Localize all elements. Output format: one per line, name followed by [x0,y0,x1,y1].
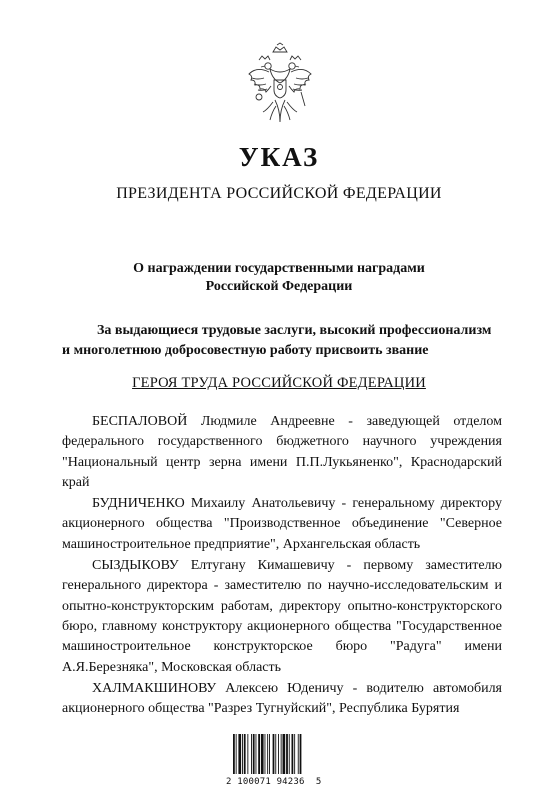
barcode-bar [283,734,286,774]
preamble-line2: и многолетнюю добросовестную работу присвоить звание [62,343,429,358]
preamble-line1: За выдающиеся трудовые заслуги, высокий профессионализм [97,323,492,338]
barcode-bar [298,734,299,774]
barcode-bar [278,734,279,774]
decree-preamble [62,321,502,361]
decree-title: УКАЗ [238,142,320,172]
barcode-bar [233,734,235,774]
barcode-bar [251,734,252,774]
barcode-bar [265,734,266,774]
barcode-bar [267,734,268,774]
award-title: ГЕРОЯ ТРУДА РОССИЙСКОЙ ФЕДЕРАЦИИ [132,375,426,391]
decree-subject-line1: О награждении государственными наградами [133,261,425,276]
awardee-name: СЫЗДЫКОВУ Елтугану Кимашевичу [92,558,335,574]
barcode-bar [238,734,241,774]
awardee-entry [62,679,502,720]
awardee-entry [62,556,502,678]
decree-subject [0,260,558,296]
awardee-entry [62,494,502,555]
decree-subject-line2: Российской Федерации [205,279,353,294]
coat-of-arms-icon [243,42,317,128]
decree-issuer: ПРЕЗИДЕНТА РОССИЙСКОЙ ФЕДЕРАЦИИ [116,185,442,202]
document-barcode [226,728,326,788]
awardee-details: - заведующей отделом федерального государственного бюджетного научного учреждения "Национальный центр зерна имени П.П.Лукьяненко", Краснодарский край [62,414,503,490]
barcode-bar [258,734,260,774]
barcode-bar [244,734,246,774]
awardee-name: БЕСПАЛОВОЙ Людмиле Андреевне [92,414,335,429]
barcode-bar [247,734,248,774]
barcode-bar [269,734,270,774]
awardee-list [62,412,502,719]
awardee-details: - водителю автомобиля акционерного общества "Разрез Тугнуйский", Республика Бурятия [62,680,502,717]
barcode-bar [273,734,275,774]
barcode-bar [256,734,257,774]
barcode-bar [289,734,290,774]
barcode-bar [275,734,276,774]
barcode-graphic [232,734,326,774]
barcode-bar [292,734,294,774]
barcode-bar [294,734,295,774]
barcode-bar [300,734,302,774]
barcode-bar [261,734,264,774]
awardee-entry [62,412,502,493]
barcode-bar [242,734,243,774]
awardee-details: - генеральному директору акционерного общества "Производственное объединение "Северное машиностроительное предприятие", Архангельская область [62,496,502,552]
awardee-name: БУДНИЧЕНКО Михаилу Анатольевичу [92,496,336,512]
awardee-name: ХАЛМАКШИНОВУ Алексею Юденичу [92,680,344,696]
barcode-bar [253,734,255,774]
barcode-bar [286,734,288,774]
barcode-bar [236,734,237,774]
barcode-number: 2 100071 94236 5 [226,777,322,787]
barcode-bar [281,734,282,774]
awardee-details: - первому заместителю генерального директора - заместителю по научно-исследовательским и опытно-конструкторским работам, директору опытно-конструкторского бюро, главному конструктору акционерного общества "Государственное машиностроительное конструкторское бюро "Радуга" имени А.Я.Березняка", Московская область [62,558,503,675]
